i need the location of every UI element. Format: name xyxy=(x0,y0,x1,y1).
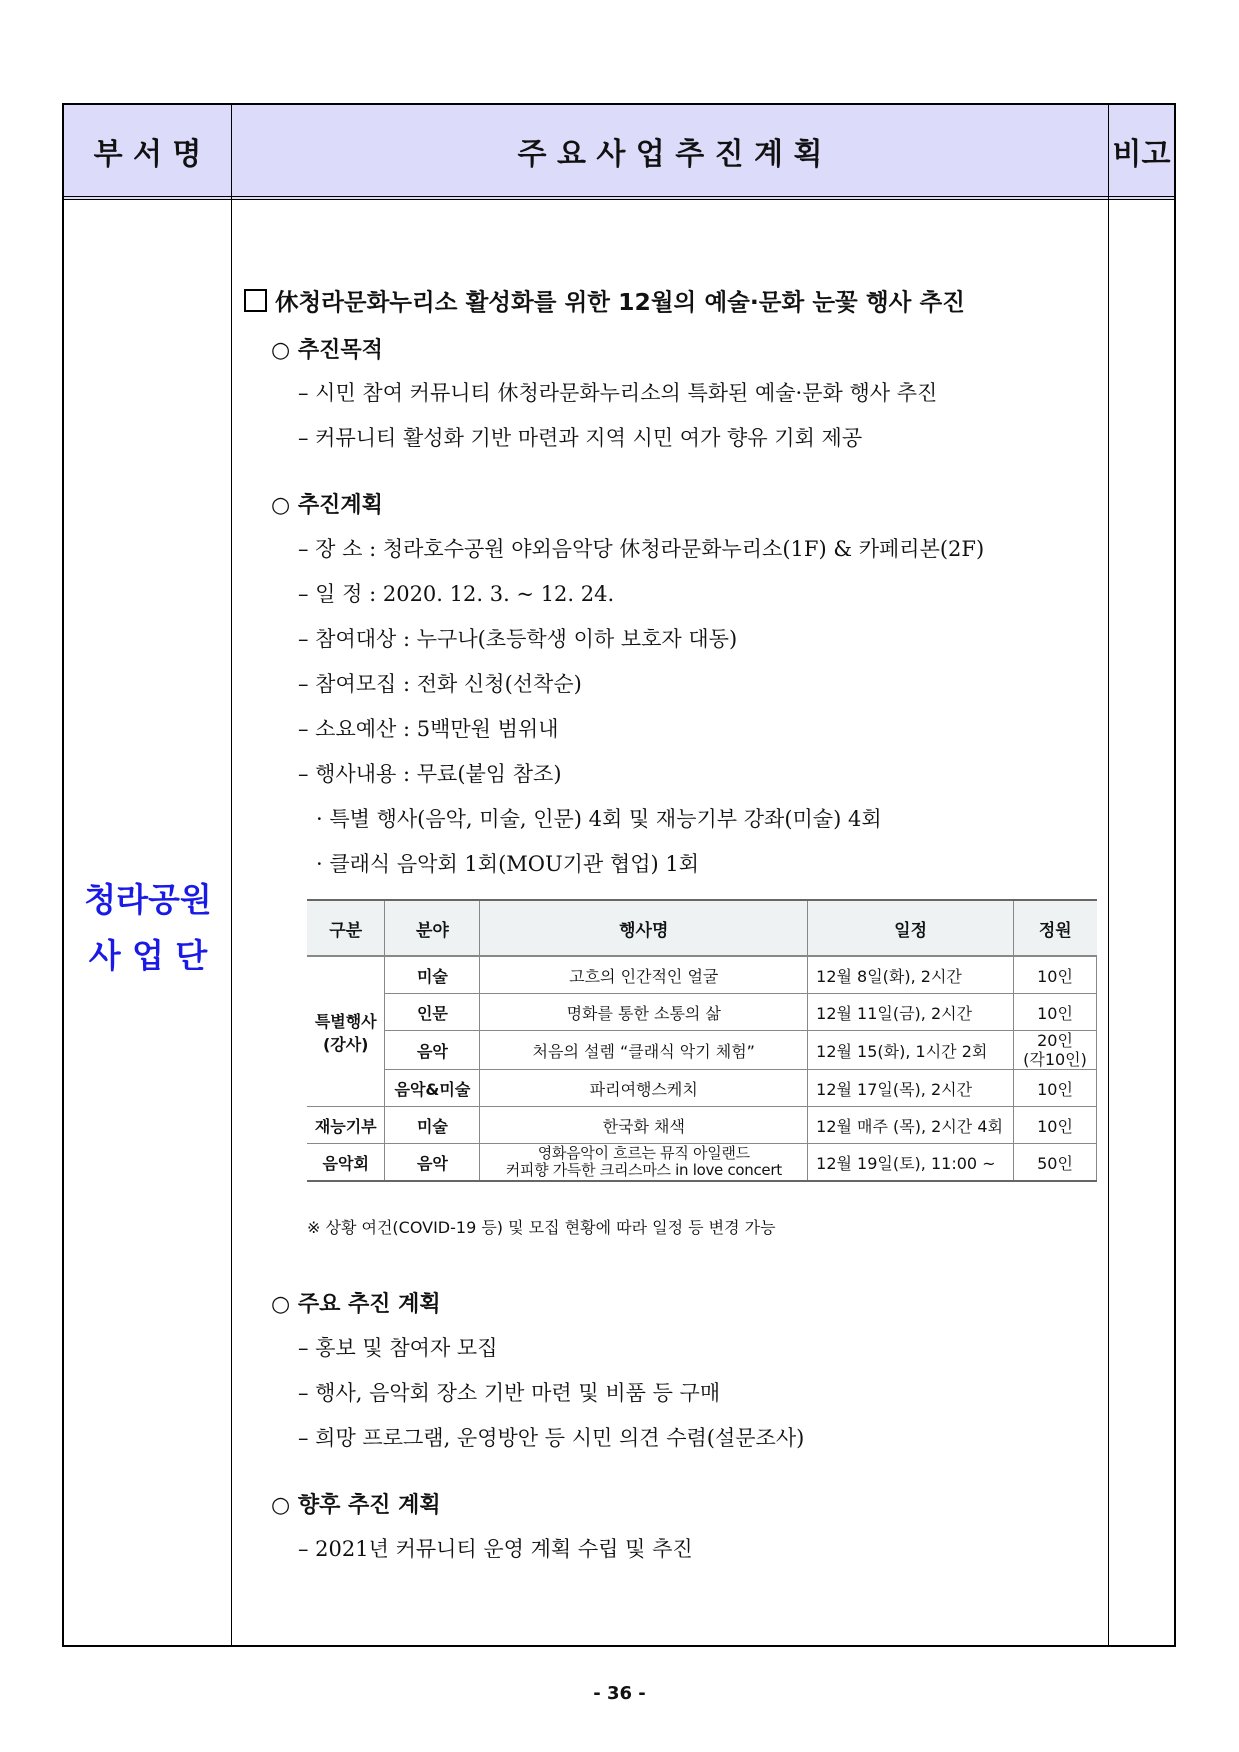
checkbox-square-icon xyxy=(244,289,267,312)
table-note: ※ 상황 여건(COVID-19 등) 및 모집 현황에 따라 일정 등 변경 가능 xyxy=(307,1218,776,1237)
header-dept: 부 서 명 xyxy=(93,136,202,172)
capacity-cell: 50인 xyxy=(1014,1144,1097,1182)
plan-item: – 행사내용 : 무료(붙임 참조) xyxy=(298,762,562,786)
future-plan-heading: ○ 향후 추진 계획 xyxy=(271,1493,441,1518)
table-row xyxy=(307,994,1097,1031)
table-row xyxy=(307,956,1097,994)
event-name-cell: 명화를 통한 소통의 삶 xyxy=(480,994,808,1031)
purpose-heading: ○ 추진목적 xyxy=(271,338,383,363)
table-row xyxy=(307,1144,1097,1182)
future-plan-item: – 2021년 커뮤니티 운영 계획 수립 및 추진 xyxy=(298,1537,693,1561)
table-row xyxy=(307,1070,1097,1107)
plan-item: – 일 정 : 2020. 12. 3. ~ 12. 24. xyxy=(298,582,615,606)
table-header-cell: 구분 xyxy=(307,900,385,956)
plan-heading: ○ 추진계획 xyxy=(271,493,383,518)
plan-item: – 장 소 : 청라호수공원 야외음악당 休청라문화누리소(1F) & 카페리본(2F) xyxy=(298,537,985,561)
schedule-cell: 12월 8일(화), 2시간 xyxy=(808,956,1014,994)
plan-sub-item: · 클래식 음악회 1회(MOU기관 협업) 1회 xyxy=(316,852,700,876)
plan-sub-item: · 특별 행사(음악, 미술, 인문) 4회 및 재능기부 강좌(미술) 4회 xyxy=(316,807,882,831)
table-header-cell: 행사명 xyxy=(480,900,808,956)
event-name-cell: 고흐의 인간적인 얼굴 xyxy=(480,956,808,994)
capacity-cell: 20인 (각10인) xyxy=(1014,1031,1097,1070)
table-header-row xyxy=(307,900,1097,956)
event-name-cell: 한국화 채색 xyxy=(480,1107,808,1144)
schedule-cell: 12월 15(화), 1시간 2회 xyxy=(808,1031,1014,1070)
field-cell: 미술 xyxy=(385,1107,480,1144)
group-cell: 음악회 xyxy=(307,1144,385,1182)
schedule-cell: 12월 11일(금), 2시간 xyxy=(808,994,1014,1031)
capacity-cell: 10인 xyxy=(1014,956,1097,994)
schedule-cell: 12월 17일(목), 2시간 xyxy=(808,1070,1014,1107)
field-cell: 인문 xyxy=(385,994,480,1031)
capacity-cell: 10인 xyxy=(1014,994,1097,1031)
main-plan-item: – 행사, 음악회 장소 기반 마련 및 비품 등 구매 xyxy=(298,1381,721,1405)
table-row xyxy=(307,1107,1097,1144)
group-cell: 특별행사 (강사) xyxy=(307,956,385,1107)
group-cell: 재능기부 xyxy=(307,1107,385,1144)
purpose-item: – 시민 참여 커뮤니티 休청라문화누리소의 특화된 예술·문화 행사 추진 xyxy=(298,381,938,405)
plan-item: – 소요예산 : 5백만원 범위내 xyxy=(298,717,559,741)
table-header-cell: 일정 xyxy=(808,900,1014,956)
table-row xyxy=(307,1031,1097,1070)
schedule-cell: 12월 매주 (목), 2시간 4회 xyxy=(808,1107,1014,1144)
column-divider xyxy=(1108,105,1109,1645)
event-name-cell: 파리여행스케치 xyxy=(480,1070,808,1107)
plan-item: – 참여모집 : 전화 신청(선착순) xyxy=(298,672,582,696)
main-plan-item: – 희망 프로그램, 운영방안 등 시민 의견 수렴(설문조사) xyxy=(298,1426,805,1450)
department-name: 청라공원 사 업 단 xyxy=(84,880,212,975)
table-header-cell: 분야 xyxy=(385,900,480,956)
field-cell: 음악 xyxy=(385,1031,480,1070)
schedule-cell: 12월 19일(토), 11:00 ~ xyxy=(808,1144,1014,1182)
field-cell: 음악&미술 xyxy=(385,1070,480,1107)
plan-item: – 참여대상 : 누구나(초등학생 이하 보호자 대동) xyxy=(298,627,738,651)
event-table xyxy=(307,899,1097,1182)
field-cell: 음악 xyxy=(385,1144,480,1182)
main-plan-heading: ○ 주요 추진 계획 xyxy=(271,1292,441,1317)
capacity-cell: 10인 xyxy=(1014,1070,1097,1107)
event-name-cell: 처음의 설렘 “클래식 악기 체험” xyxy=(480,1031,808,1070)
field-cell: 미술 xyxy=(385,956,480,994)
header-plan: 주 요 사 업 추 진 계 획 xyxy=(517,136,823,172)
purpose-item: – 커뮤니티 활성화 기반 마련과 지역 시민 여가 향유 기회 제공 xyxy=(298,426,863,450)
project-title: 休청라문화누리소 활성화를 위한 12월의 예술·문화 눈꽃 행사 추진 xyxy=(244,283,965,317)
event-name-cell: 영화음악이 흐르는 뮤직 아일랜드 커피향 가득한 크리스마스 in love concert xyxy=(480,1144,808,1182)
table-header-cell: 정원 xyxy=(1014,900,1097,956)
capacity-cell: 10인 xyxy=(1014,1107,1097,1144)
page-number: - 36 - xyxy=(593,1683,646,1704)
header-note: 비고 xyxy=(1112,136,1171,172)
main-plan-item: – 홍보 및 참여자 모집 xyxy=(298,1336,498,1360)
